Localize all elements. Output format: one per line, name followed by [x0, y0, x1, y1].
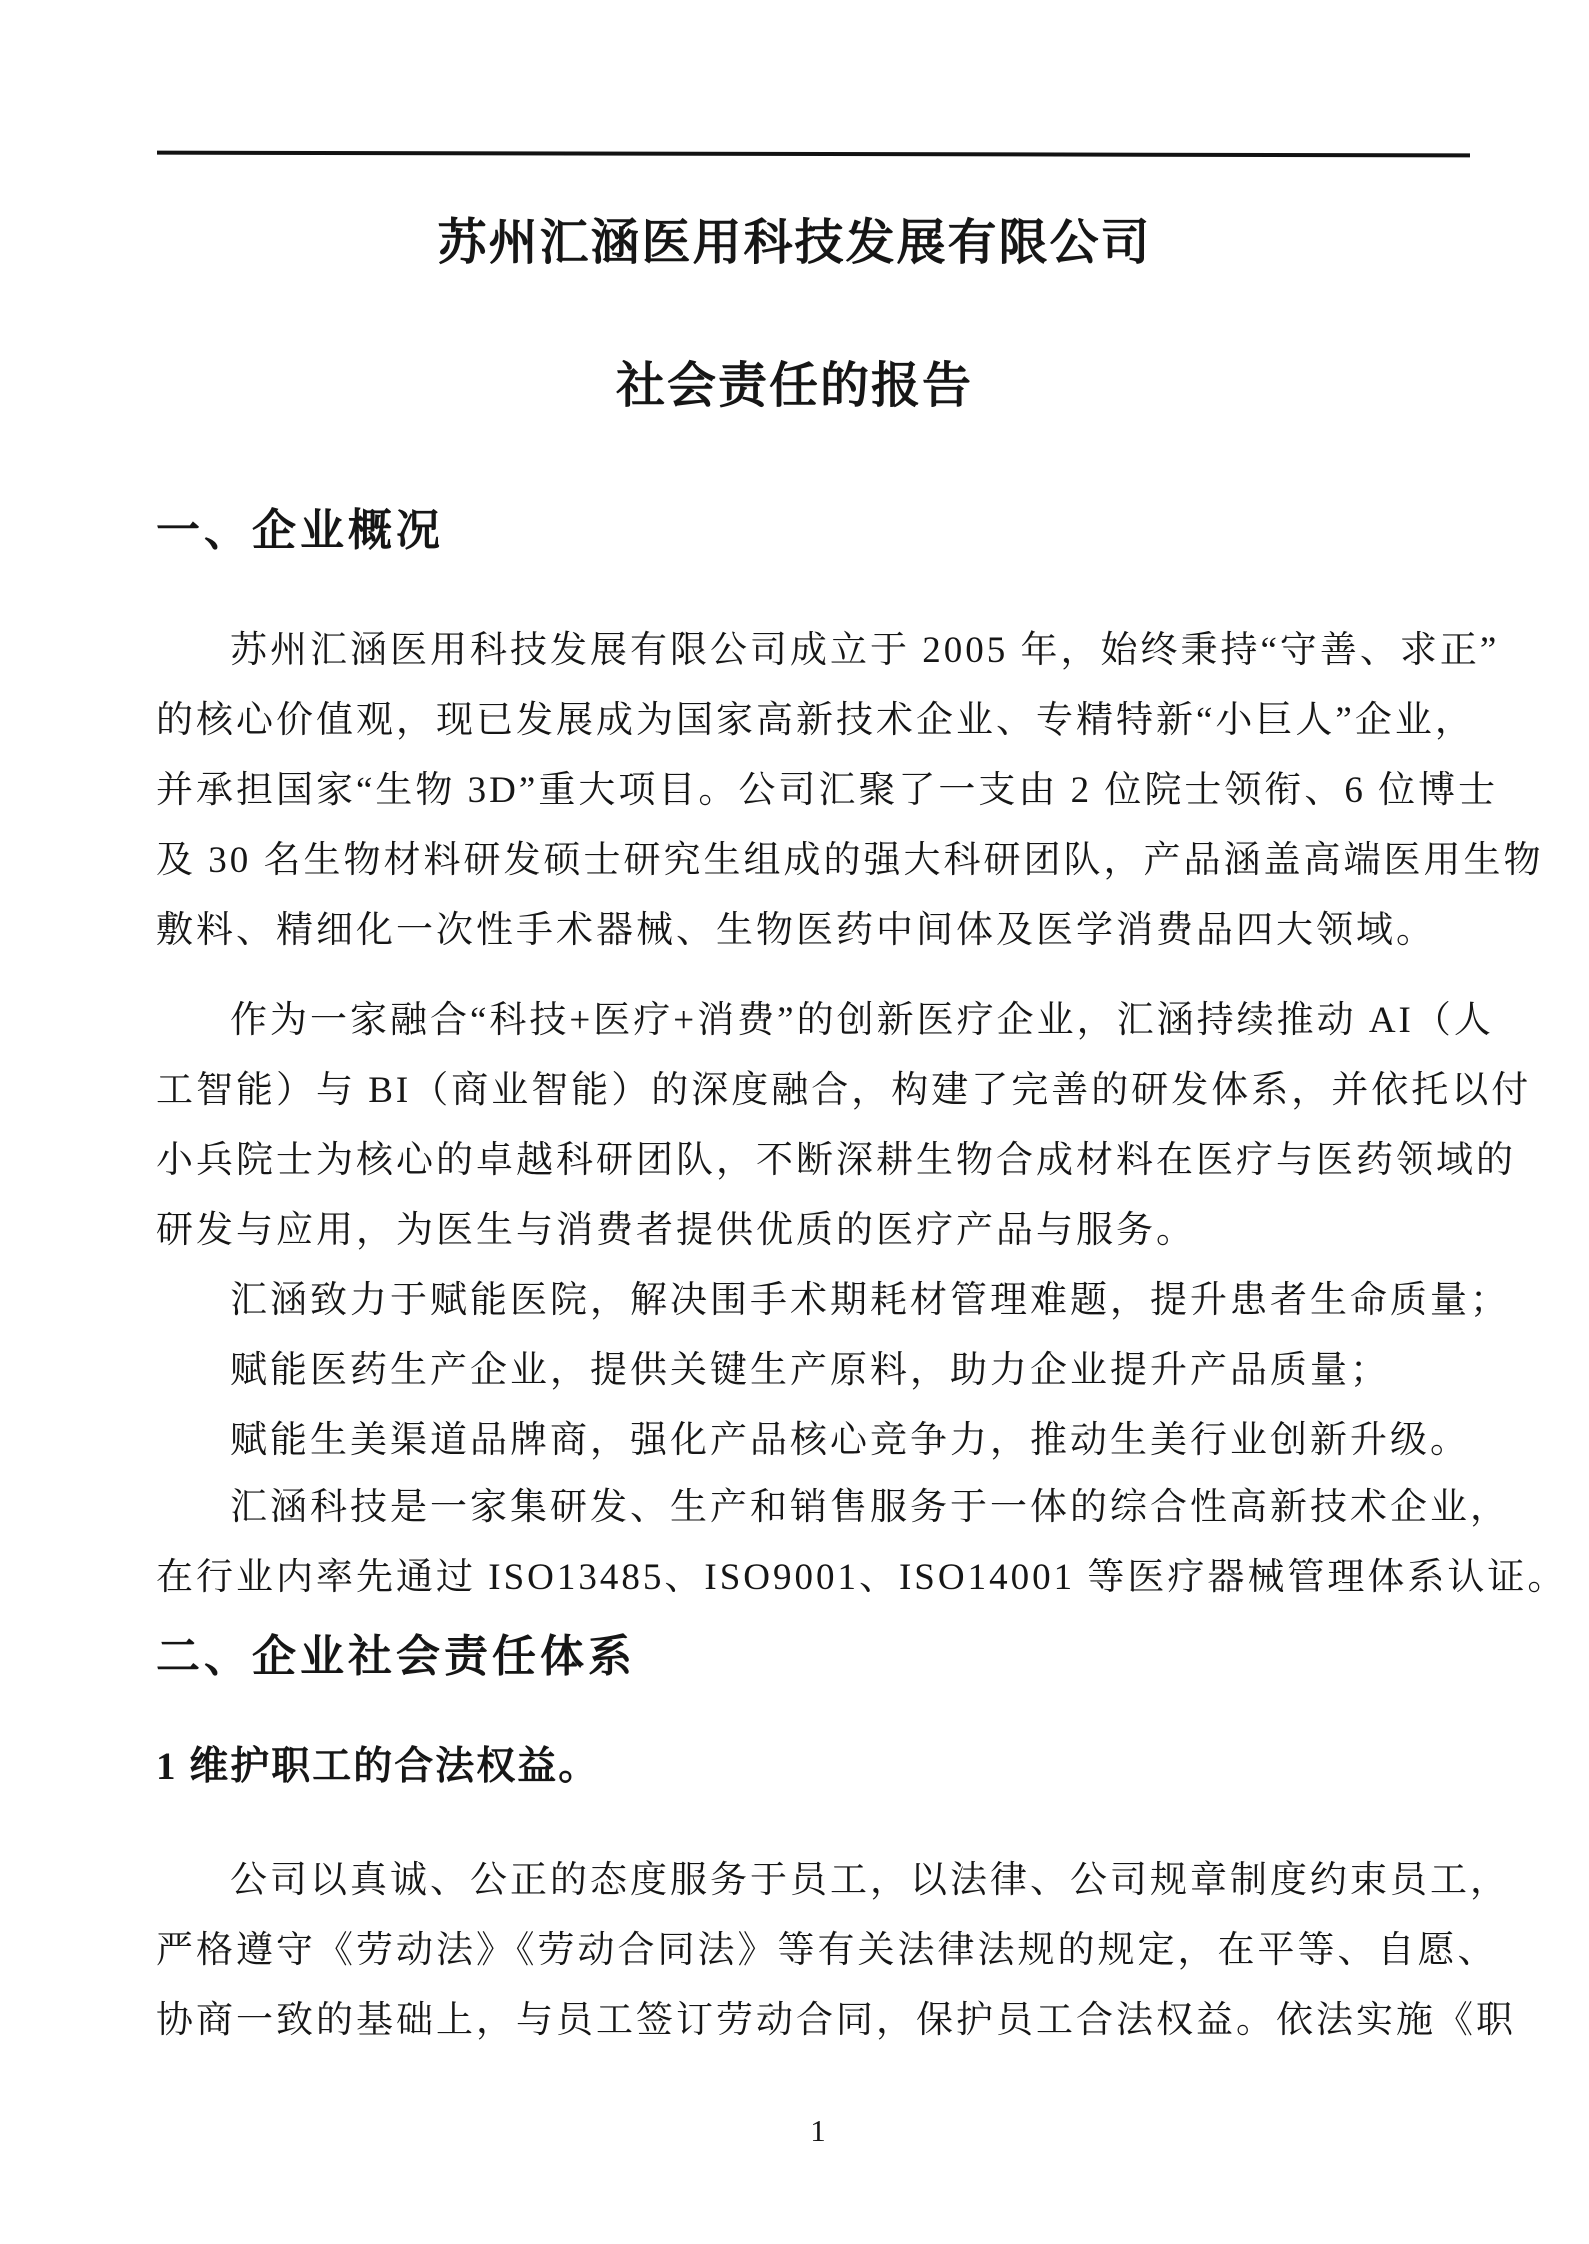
paragraph-line: 工智能）与 BI（商业智能）的深度融合，构建了完善的研发体系，并依托以付 — [156, 1070, 1532, 1111]
paragraph-line: 的核心价值观，现已发展成为国家高新技术企业、专精特新“小巨人”企业， — [156, 700, 1475, 741]
paragraph-line: 并承担国家“生物 3D”重大项目。公司汇聚了一支由 2 位院士领衔、6 位博士 — [156, 770, 1499, 811]
paragraph-line: 公司以真诚、公正的态度服务于员工，以法律、公司规章制度约束员工， — [230, 1860, 1510, 1901]
sub-heading: 1 维护职工的合法权益。 — [156, 1745, 600, 1788]
paragraph-line: 严格遵守《劳动法》《劳动合同法》等有关法律法规的规定，在平等、自愿、 — [156, 1930, 1498, 1971]
paragraph-line: 赋能生美渠道品牌商，强化产品核心竞争力，推动生美行业创新升级。 — [230, 1420, 1470, 1461]
paragraph — [156, 1266, 1510, 1336]
paragraph-line: 汇涵科技是一家集研发、生产和销售服务于一体的综合性高新技术企业， — [230, 1487, 1510, 1528]
paragraph — [156, 1846, 1516, 2056]
paragraph-line: 在行业内率先通过 ISO13485、ISO9001、ISO14001 等医疗器械管理体系认证。 — [156, 1557, 1568, 1598]
paragraph-line: 作为一家融合“科技+医疗+消费”的创新医疗企业，汇涵持续推动 AI（人 — [230, 1000, 1494, 1041]
document-title-line1: 苏州汇涵医用科技发展有限公司 — [437, 215, 1152, 270]
paragraph-line: 及 30 名生物材料研发硕士研究生组成的强大科研团队，产品涵盖高端医用生物 — [156, 840, 1544, 881]
paragraph-line: 小兵院士为核心的卓越科研团队，不断深耕生物合成材料在医疗与医药领域的 — [156, 1140, 1516, 1181]
header-rule — [157, 151, 1470, 158]
section-heading: 二、企业社会责任体系 — [156, 1632, 636, 1681]
paragraph — [156, 616, 1544, 966]
paragraph-line: 汇涵致力于赋能医院，解决围手术期耗材管理难题，提升患者生命质量； — [230, 1280, 1510, 1321]
section-heading: 一、企业概况 — [156, 506, 444, 555]
paragraph-line: 赋能医药生产企业，提供关键生产原料，助力企业提升产品质量； — [230, 1350, 1390, 1391]
paragraph-line: 敷料、精细化一次性手术器械、生物医药中间体及医学消费品四大领域。 — [156, 910, 1436, 951]
paragraph — [156, 1336, 1489, 1406]
paragraph — [156, 1406, 1489, 1476]
page-number: 1 — [810, 2113, 826, 2148]
paragraph-line: 研发与应用，为医生与消费者提供优质的医疗产品与服务。 — [156, 1210, 1196, 1251]
paragraph-line: 协商一致的基础上，与员工签订劳动合同，保护员工合法权益。依法实施《职 — [156, 2000, 1516, 2041]
paragraph-line: 苏州汇涵医用科技发展有限公司成立于 2005 年，始终秉持“守善、求正” — [230, 630, 1500, 671]
document-title-line2: 社会责任的报告 — [615, 358, 973, 413]
paragraph — [156, 1473, 1568, 1613]
paragraph — [156, 986, 1532, 1266]
